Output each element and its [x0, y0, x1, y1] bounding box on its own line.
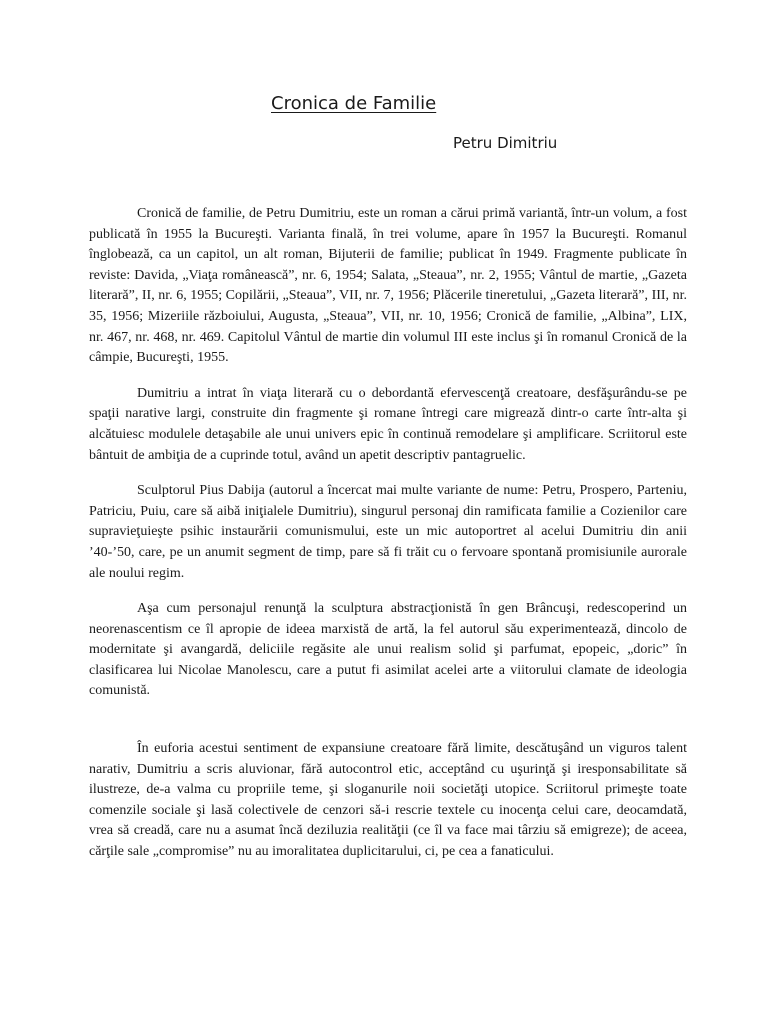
document-title: Cronica de Familie — [271, 93, 437, 114]
paragraph-1: Cronică de familie, de Petru Dumitriu, este un roman a cărui primă variantă, într-un volum, a fost publicată în 1955 la Bucureşti. Varianta finală, în trei volume, apare în 1957 la Bucureşti. Romanul înglobează, ca un capitol, un alt roman, Bijuterii de familie; publicat în 1949. Fragmente publicate în reviste: Davida, „Viaţa românească”, nr. 6, 1954; Salata, „Steaua”, nr. 2, 1955; Vântul de martie, „Gazeta literară”, II, nr. 6, 1955; Copilării, „Steaua”, VII, nr. 7, 1956; Plăcerile tineretului, „Gazeta literară”, III, nr. 35, 1956; Mizeriile războiului, Augusta, „Steaua”, VII, nr. 10, 1956; Cronică de familie, „Albina”, LIX, nr. 467, nr. 468, nr. 469. Capitolul Vântul de martie din volumul III este inclus şi în romanul Cronică de la câmpie, Bucureşti, 1955. — [89, 206, 687, 366]
paragraph-5: În euforia acestui sentiment de expansiune creatoare fără limite, descătuşând un viguros talent narativ, Dumitriu a scris aluvionar, fără autocontrol etic, acceptând cu uşurinţă şi iresponsabilitate să ilustreze, de-a valma cu propriile teme, şi sloganurile noii societăţi utopice. Scriitorul primeşte toate comenzile sociale şi lasă colectivele de cenzori să-i rescrie textele cu inocenţa celui care, deocamdată, vrea să creadă, care nu a asumat încă deziluzia realităţii (ce îl va face mai târziu să emigreze); de aceea, cărţile sale „compromise” nu au imoralitatea duplicitarului, ci, pe cea a fanaticului. — [89, 741, 687, 860]
paragraph-4: Aşa cum personajul renunţă la sculptura abstracţionistă în gen Brâncuşi, redescoperind un neorenascentism ce îl apropie de ideea marxistă de artă, la fel autorul său experimentează, dincolo de modernitate şi avangardă, deliciile regăsite ale unui realism solid şi parfumat, epopeic, „doric” în clasificarea lui Nicolae Manolescu, care a putut fi asimilat acelei arte a viitorului clamate de ideologia comunistă. — [89, 601, 687, 699]
document-author: Petru Dimitriu — [453, 134, 558, 152]
paragraph-2: Dumitriu a intrat în viaţa literară cu o debordantă efervescenţă creatoare, desfăşurându-se pe spaţii narative largi, construite din fragmente şi romane întregi care migrează dintr-o carte într-alta şi alcătuiesc modulele detaşabile ale unui univers epic în continuă remodelare şi amplificare. Scriitorul este bântuit de ambiţia de a cuprinde totul, având un apetit descriptiv pantagruelic. — [89, 385, 687, 463]
paragraph-3: Sculptorul Pius Dabija (autorul a încercat mai multe variante de nume: Petru, Prospero, Parteniu, Patriciu, Puiu, care să aibă iniţialele Dumitriu), singurul personaj din ramificata familie a Cozienilor care supravieţuieşte psihic instaurării comunismului, este un mic autoportret al acelui Dumitriu din anii ’40-’50, care, pe un anumit segment de timp, pare să fi trăit cu o fervoare spontană promisiunile aurorale ale noului regim. — [89, 483, 687, 581]
document-body — [89, 204, 687, 878]
